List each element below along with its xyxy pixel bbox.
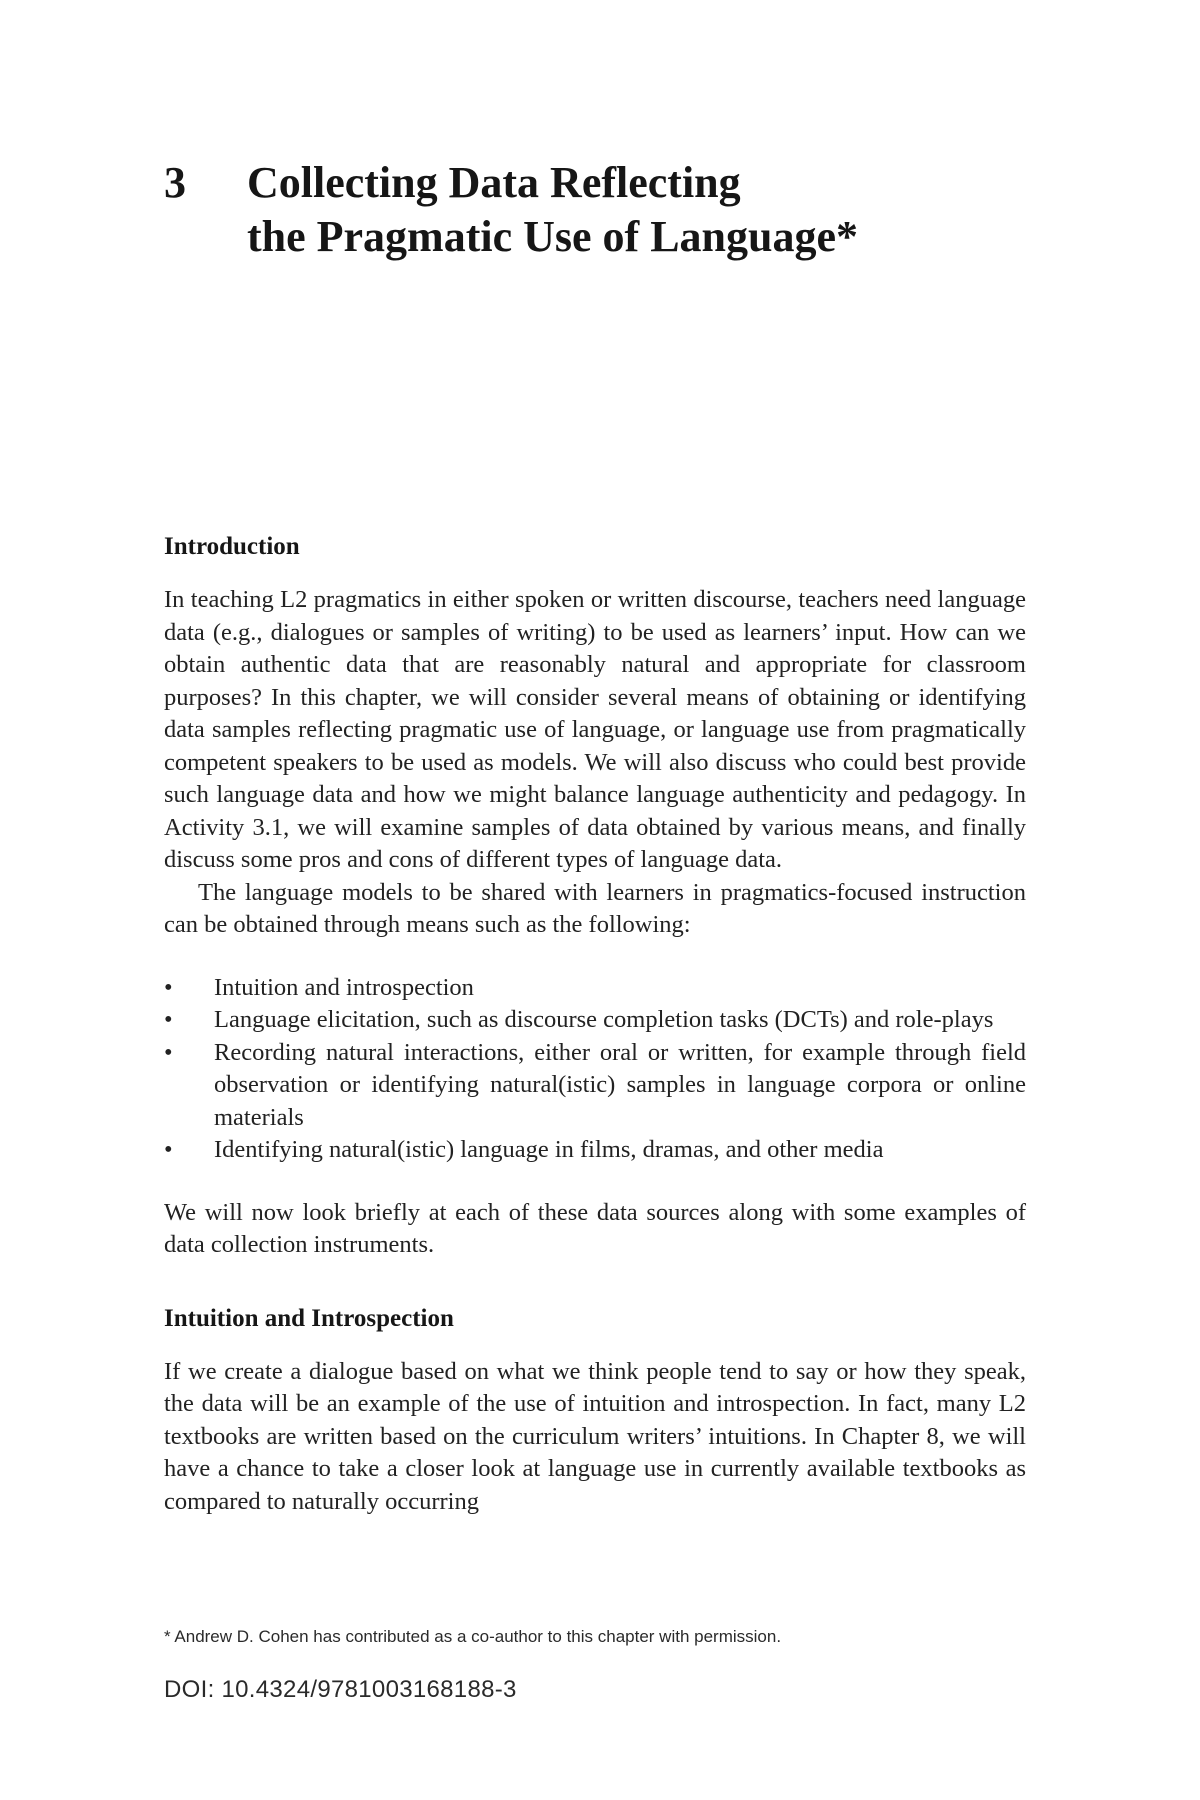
list-item-text: Intuition and introspection	[214, 973, 474, 1001]
footnote: * Andrew D. Cohen has contributed as a co-author to this chapter with permission.	[164, 1627, 782, 1646]
chapter-heading	[164, 156, 858, 264]
bullet-icon: •	[164, 1038, 173, 1066]
intuition-heading: Intuition and Introspection	[164, 1304, 454, 1332]
introduction-paragraph-3: We will now look briefly at each of these data sources along with some examples of data collection instruments.	[164, 1198, 1026, 1258]
list-item-text: Identifying natural(istic) language in films, dramas, and other media	[214, 1136, 884, 1163]
list-item	[164, 1004, 1026, 1037]
chapter-title-line-1: Collecting Data Reflecting	[247, 158, 741, 207]
bullet-icon: •	[164, 1136, 173, 1163]
chapter-number: 3	[164, 158, 186, 207]
introduction-heading: Introduction	[164, 533, 300, 560]
list-item-text: Language elicitation, such as discourse completion tasks (DCTs) and role-plays	[214, 1006, 994, 1033]
bullet-icon: •	[164, 973, 173, 1001]
list-item-text: Recording natural interactions, either oral or written, for example through field observation or identifying natural(istic) samples in language corpora or online materials	[214, 1038, 1026, 1131]
introduction-paragraph-2: The language models to be shared with learners in pragmatics-focused instruction can be obtained through means such as the following:	[164, 878, 1026, 938]
list-item	[164, 972, 1026, 1005]
introduction-paragraph-1: In teaching L2 pragmatics in either spoken or written discourse, teachers need language data (e.g., dialogues or samples of writing) to be used as learners’ input. How can we obtain authentic data that are reasonably natural and appropriate for classroom purposes? In this chapter, we will consider several means of obtaining or identifying data samples reflecting pragmatic use of language, or language use from pragmatically competent speakers to be used as models. We will also discuss who could best provide such language data and how we might balance language authenticity and pedagogy. In Activity 3.1, we will examine samples of data obtained by various means, and finally discuss some pros and cons of different types of language data.	[164, 586, 1026, 873]
bullet-icon: •	[164, 1006, 173, 1033]
list-item	[164, 1134, 1026, 1167]
list-item	[164, 1037, 1026, 1135]
chapter-title-line-2: the Pragmatic Use of Language*	[247, 212, 859, 261]
intuition-paragraph-1: If we create a dialogue based on what we think people tend to say or how they speak, the data will be an example of the use of intuition and introspection. In fact, many L2 textbooks are written based on the curriculum writers’ intuitions. In Chapter 8, we will have a chance to take a closer look at language use in currently available textbooks as compared to naturally occurring	[164, 1357, 1026, 1515]
doi-line: DOI: 10.4324/9781003168188-3	[164, 1676, 517, 1703]
data-sources-list	[164, 972, 1026, 1167]
chapter-body	[164, 532, 1026, 1518]
chapter-title	[247, 156, 858, 264]
